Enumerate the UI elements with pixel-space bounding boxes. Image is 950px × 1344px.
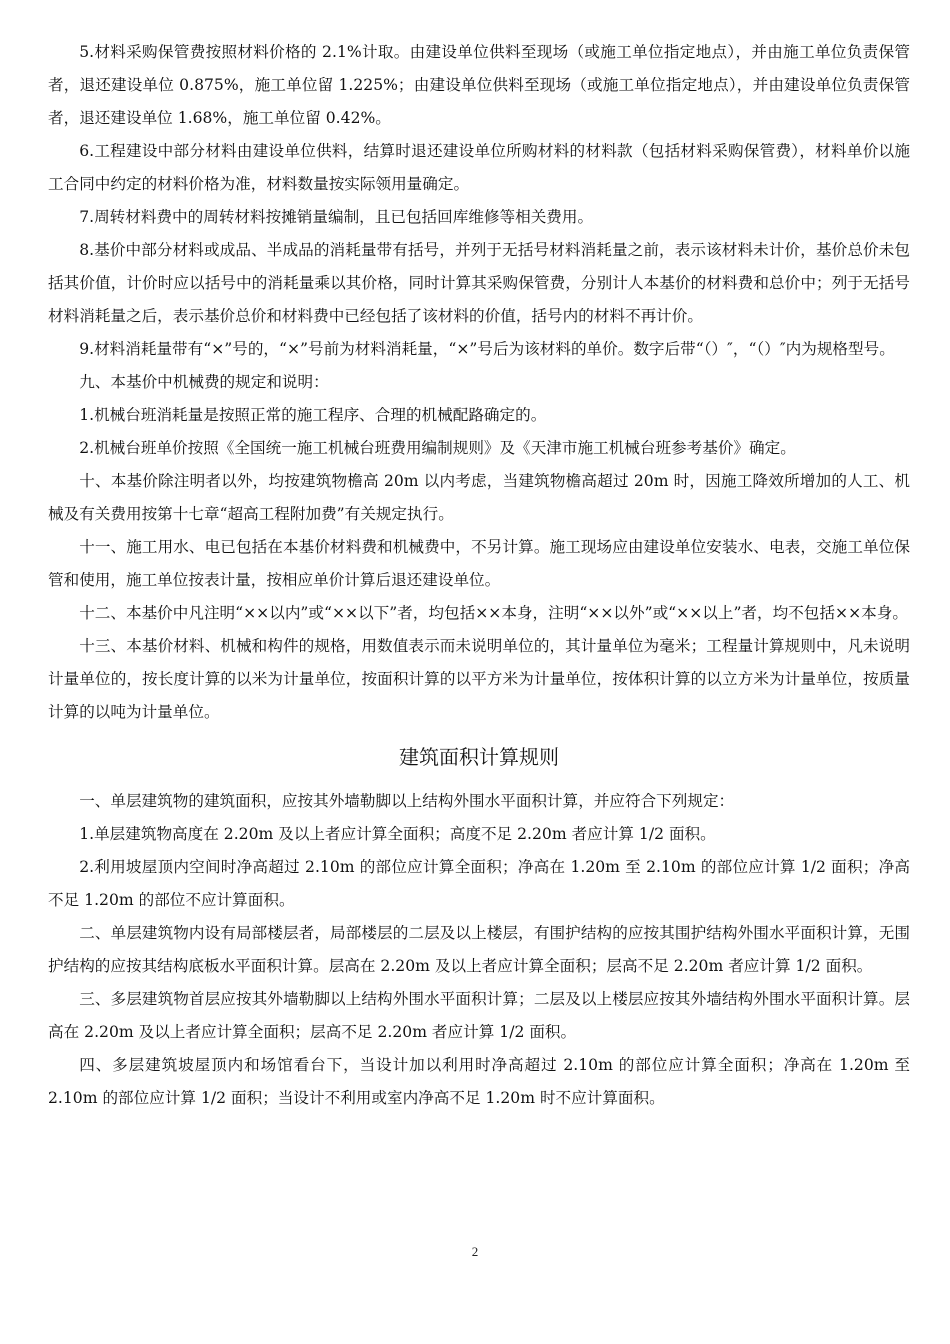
paragraph: 5.材料采购保管费按照材料价格的 2.1%计取。由建设单位供料至现场（或施工单位指定地点），并由施工单位负责保管者，退还建设单位 0.875%，施工单位留 1.225%；由建设单位供料至现场（或施工单位指定地点），并由建设单位负责保管者，退还建设单位 1.68%，施工单位留 0.42%。 bbox=[48, 43, 910, 127]
paragraph: 2.机械台班单价按照《全国统一施工机械台班费用编制规则》及《天津市施工机械台班参考基价》确定。 bbox=[79, 439, 796, 457]
area-rules-section bbox=[48, 785, 910, 1115]
section-title: 建筑面积计算规则 bbox=[399, 745, 559, 769]
paragraph: 1.单层建筑物高度在 2.20m 及以上者应计算全面积；高度不足 2.20m 者应计算 1/2 面积。 bbox=[79, 825, 716, 843]
section-heading-machinery: 九、本基价中机械费的规定和说明： bbox=[79, 373, 329, 391]
paragraph: 1.机械台班消耗量是按照正常的施工程序、合理的机械配路确定的。 bbox=[79, 406, 547, 424]
paragraph: 6.工程建设中部分材料由建设单位供料，结算时退还建设单位所购材料的材料款（包括材料采购保管费），材料单价以施工合同中约定的材料价格为准，材料数量按实际领用量确定。 bbox=[48, 142, 910, 193]
paragraph: 三、多层建筑物首层应按其外墙勒脚以上结构外围水平面积计算；二层及以上楼层应按其外墙结构外围水平面积计算。层高在 2.20m 及以上者应计算全面积；层高不足 2.20m 者应计算 1/2 面积。 bbox=[48, 990, 910, 1041]
paragraph: 7.周转材料费中的周转材料按摊销量编制，且已包括回库维修等相关费用。 bbox=[79, 208, 594, 226]
paragraph: 十三、本基价材料、机械和构件的规格，用数值表示而未说明单位的，其计量单位为毫米；工程量计算规则中，凡未说明计量单位的，按长度计算的以米为计量单位，按面积计算的以平方米为计量单位，按体积计算的以立方米为计量单位，按质量计算的以吨为计量单位。 bbox=[48, 637, 910, 721]
paragraph: 十二、本基价中凡注明“××以内”或“××以下”者，均包括××本身，注明“××以外”或“××以上”者，均不包括××本身。 bbox=[79, 604, 908, 622]
paragraph: 2.利用坡屋顶内空间时净高超过 2.10m 的部位应计算全面积；净高在 1.20m 至 2.10m 的部位应计算 1/2 面积；净高不足 1.20m 的部位不应计算面积。 bbox=[48, 858, 910, 909]
paragraph: 二、单层建筑物内设有局部楼层者，局部楼层的二层及以上楼层，有围护结构的应按其围护结构外围水平面积计算，无围护结构的应按其结构底板水平面积计算。层高在 2.20m 及以上者应计算全面积；层高不足 2.20m 者应计算 1/2 面积。 bbox=[48, 924, 910, 975]
paragraph: 四、多层建筑坡屋顶内和场馆看台下，当设计加以利用时净高超过 2.10m 的部位应计算全面积；净高在 1.20m 至 2.10m 的部位应计算 1/2 面积；当设计不利用或室内净高不足 1.20m 时不应计算面积。 bbox=[48, 1056, 910, 1107]
regulations-section bbox=[48, 36, 910, 729]
paragraph: 8.基价中部分材料或成品、半成品的消耗量带有括号，并列于无括号材料消耗量之前，表示该材料未计价，基价总价未包括其价值，计价时应以括号中的消耗量乘以其价格，同时计算其采购保管费，分别计人本基价的材料费和总价中；列于无括号材料消耗量之后，表示基价总价和材料费中已经包括了该材料的价值，括号内的材料不再计价。 bbox=[48, 241, 910, 325]
document-page bbox=[48, 36, 910, 1115]
paragraph: 9.材料消耗量带有“×”号的，“×”号前为材料消耗量，“×”号后为该材料的单价。数字后带“（）″，“（）″内为规格型号。 bbox=[79, 340, 895, 358]
paragraph: 十一、施工用水、电已包括在本基价材料费和机械费中，不另计算。施工现场应由建设单位安装水、电表，交施工单位保管和使用，施工单位按表计量，按相应单价计算后退还建设单位。 bbox=[48, 538, 910, 589]
paragraph: 十、本基价除注明者以外，均按建筑物檐高 20m 以内考虑，当建筑物檐高超过 20m 时，因施工降效所增加的人工、机械及有关费用按第十七章“超高工程附加费”有关规定执行。 bbox=[48, 472, 910, 523]
paragraph: 一、单层建筑物的建筑面积，应按其外墙勒脚以上结构外围水平面积计算，并应符合下列规定： bbox=[79, 792, 735, 810]
page-number: 2 bbox=[471, 1244, 479, 1259]
